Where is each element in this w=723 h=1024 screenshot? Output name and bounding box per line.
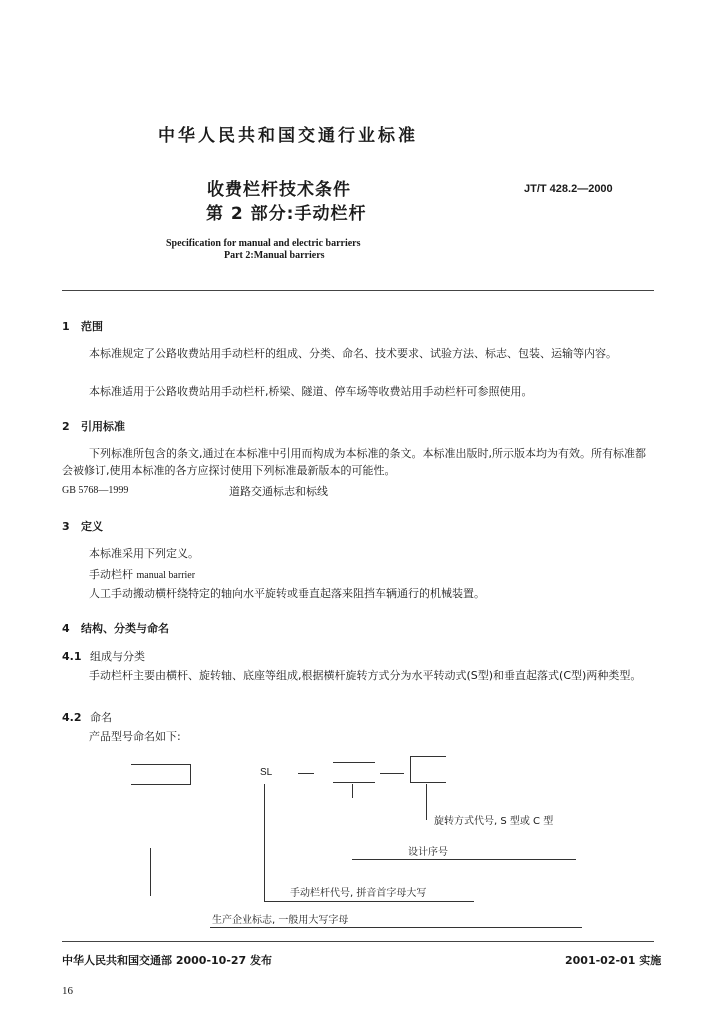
dash-2	[380, 773, 404, 774]
dash-1	[298, 773, 314, 774]
section-number: 3	[62, 520, 70, 533]
section-3-heading	[62, 518, 103, 534]
section-title: 范围	[81, 320, 103, 333]
company-mark-underline	[131, 784, 191, 785]
section-number: 4	[62, 622, 70, 635]
section-3-para1: 本标准采用下列定义。	[89, 547, 199, 560]
effective-date: 2001-02-01 实施	[565, 954, 662, 967]
title-line1: 收费栏杆技术条件	[207, 180, 351, 200]
term-chinese: 手动栏杆	[89, 568, 133, 581]
header-rule	[62, 290, 654, 291]
section-number: 1	[62, 320, 70, 333]
term-definition: 人工手动搬动横杆绕特定的轴向水平旋转或垂直起落来阻挡车辆通行的机械装置。	[89, 587, 485, 600]
rotation-slot-bracket	[410, 756, 411, 782]
code-leader	[264, 784, 265, 901]
page-number: 16	[62, 985, 73, 997]
section-number: 2	[62, 420, 70, 433]
section-title: 定义	[81, 520, 103, 533]
publish-info: 中华人民共和国交通部 2000-10-27 发布	[62, 954, 273, 967]
design-slot-bottom	[333, 782, 375, 783]
subsection-title: 组成与分类	[90, 650, 145, 663]
reference-name: 道路交通标志和标线	[229, 485, 328, 498]
company-mark-bracket	[190, 764, 191, 784]
title-line2: 第 2 部分:手动栏杆	[206, 204, 367, 224]
rotation-slot-bottom	[410, 782, 446, 783]
label-rotation: 旋转方式代号, S 型或 C 型	[434, 816, 554, 827]
design-slot-top	[333, 762, 375, 763]
english-title-line2: Part 2:Manual barriers	[224, 250, 325, 261]
standard-type: 中华人民共和国交通行业标准	[158, 126, 418, 146]
label-company: 生产企业标志, 一般用大写字母	[212, 915, 349, 926]
standard-code: JT/T 428.2—2000	[524, 183, 613, 195]
section-title: 引用标准	[81, 420, 125, 433]
reference-code: GB 5768—1999	[62, 485, 129, 496]
section-1-heading	[62, 318, 103, 334]
section-1-para1: 本标准规定了公路收费站用手动栏杆的组成、分类、命名、技术要求、试验方法、标志、包装、运输等内容。	[89, 347, 617, 360]
model-naming-diagram	[0, 740, 723, 940]
term-english: manual barrier	[136, 570, 196, 581]
company-mark-slot	[131, 764, 191, 765]
english-title-line1: Specification for manual and electric barriers	[166, 238, 361, 249]
section-4-2-heading	[62, 709, 112, 725]
company-leader	[150, 848, 151, 896]
section-4-1-heading	[62, 648, 145, 664]
design-leader	[352, 784, 353, 798]
section-2-heading	[62, 418, 125, 434]
subsection-number: 4.2	[62, 711, 82, 724]
label-code: 手动栏杆代号, 拼音首字母大写	[290, 888, 427, 899]
design-underline	[352, 859, 576, 860]
footer-rule	[62, 941, 654, 942]
section-2-para1: 下列标准所包含的条文,通过在本标准中引用而构成为本标准的条文。本标准出版时,所示版本均为有效。所有标准都会被修订,使用本标准的各方应探讨使用下列标准最新版本的可能性。	[62, 447, 646, 477]
section-1-para2: 本标准适用于公路收费站用手动栏杆,桥梁、隧道、停车场等收费站用手动栏杆可参照使用。	[89, 385, 533, 398]
label-design: 设计序号	[408, 847, 448, 858]
rotation-slot-top	[410, 756, 446, 757]
section-4-2-text: 产品型号命名如下:	[89, 730, 181, 743]
subsection-number: 4.1	[62, 650, 82, 663]
section-4-heading	[62, 620, 169, 636]
model-prefix: SL	[260, 767, 273, 778]
term-line	[89, 566, 195, 584]
section-4-1-text: 手动栏杆主要由横杆、旋转轴、底座等组成,根据横杆旋转方式分为水平转动式(S型)和垂直起落式(C型)两种类型。	[89, 669, 642, 682]
rotation-leader	[426, 784, 427, 820]
subsection-title: 命名	[90, 711, 112, 724]
section-title: 结构、分类与命名	[81, 622, 169, 635]
